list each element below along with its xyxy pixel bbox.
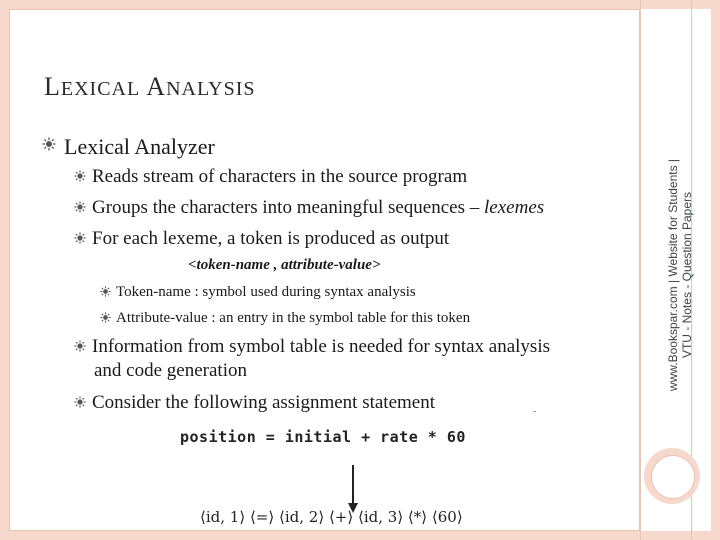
list-item-text: Information from symbol table is needed for syntax analysis	[92, 336, 551, 357]
bullet-glyph-icon	[100, 312, 111, 323]
list-item-text: Reads stream of characters in the source program	[92, 166, 468, 187]
list-item	[74, 228, 449, 250]
sub-list-item	[100, 310, 470, 327]
sidebar-caption-line: VTU - Notes - Question Papers	[680, 191, 694, 359]
sub-list-item-text: Token-name : symbol used during syntax analysis	[116, 284, 416, 300]
down-arrow-icon	[352, 465, 354, 513]
sidebar-caption	[666, 140, 694, 410]
sidebar-caption-line: www.Bookspar.com | Website for Students |	[666, 158, 680, 392]
list-item	[74, 197, 544, 219]
decorative-circle-inner	[651, 455, 695, 499]
token-format: <token-name , attribute-value>	[188, 257, 381, 273]
token-stream: ⟨id, 1⟩ ⟨=⟩ ⟨id, 2⟩ ⟨+⟩ ⟨id, 3⟩ ⟨*⟩ ⟨60⟩	[200, 508, 463, 526]
sub-list-item-text: Attribute-value : an entry in the symbol table for this token	[116, 310, 471, 326]
list-item	[74, 392, 435, 414]
list-item-text: For each lexeme, a token is produced as output	[92, 228, 450, 249]
list-item-continuation: and code generation	[94, 360, 247, 381]
bullet-glyph-icon	[74, 396, 86, 408]
list-item	[74, 166, 467, 188]
bullet-glyph-icon	[100, 286, 111, 297]
bullet-glyph-icon	[74, 201, 86, 213]
heading-text: Lexical Analyzer	[64, 134, 215, 159]
bullet-glyph-icon	[42, 137, 56, 151]
divider	[533, 411, 536, 412]
code-statement: position = initial + rate * 60	[180, 428, 466, 446]
sub-list-item	[100, 284, 416, 301]
divider-line	[640, 0, 641, 540]
bullet-glyph-icon	[74, 170, 86, 182]
list-item-text: Consider the following assignment statement	[92, 392, 436, 413]
list-item-text: Groups the characters into meaningful sequences –	[92, 197, 485, 218]
list-item	[74, 336, 550, 358]
slide-title: LEXICAL ANALYSIS	[44, 72, 256, 101]
lexemes-term: lexemes	[484, 197, 545, 218]
bullet-glyph-icon	[74, 340, 86, 352]
bullet-glyph-icon	[74, 232, 86, 244]
